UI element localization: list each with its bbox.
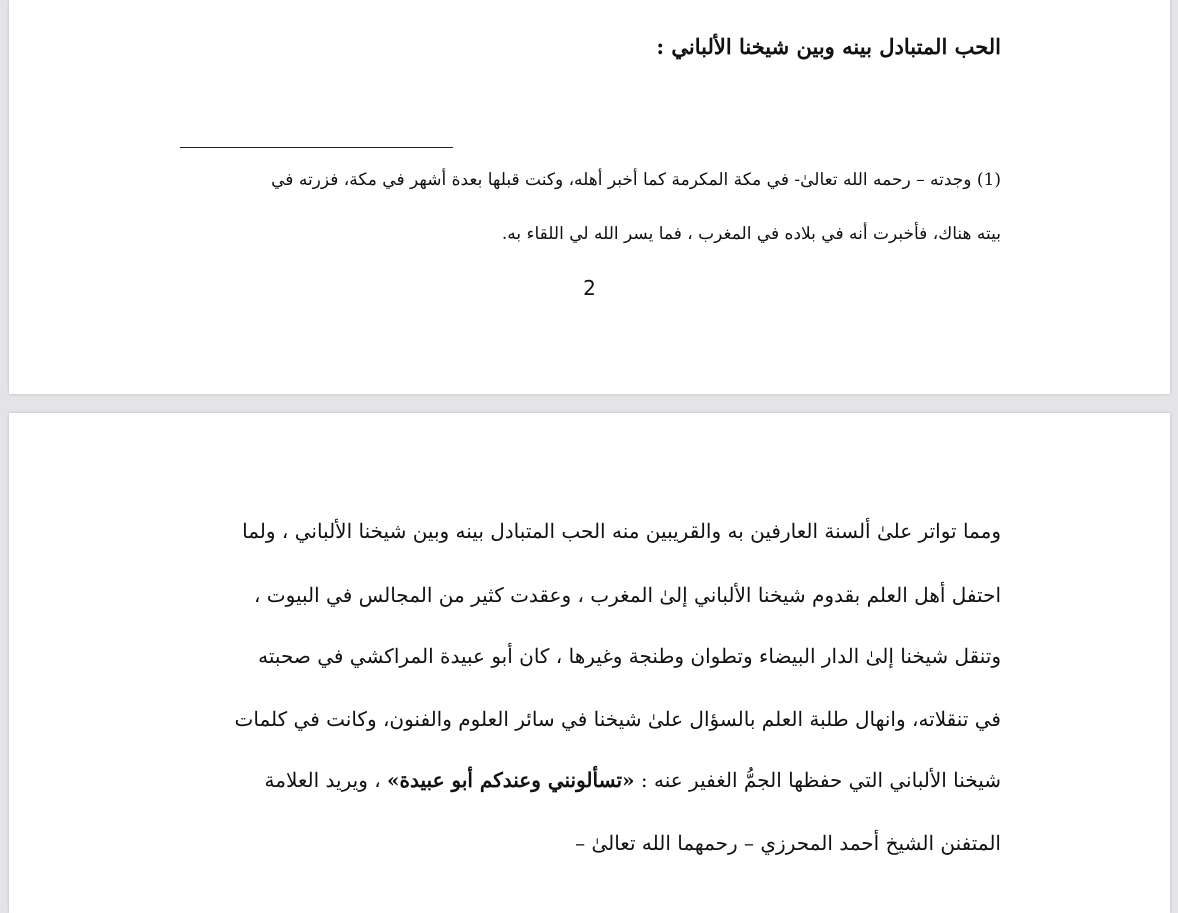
section-heading: الحب المتبادل بينه وبين شيخنا الألباني : [656, 34, 1001, 59]
body-text-segment: شيخنا الألباني التي حفظها الجمُّ الغفير عنه : [634, 768, 1001, 792]
footnote-line: بيته هناك، فأخبرت أنه في بلاده في المغرب ، فما يسر الله لي اللقاء به. [501, 224, 1001, 244]
body-text-line: في تنقلاته، وانهال طلبة العلم بالسؤال علىٰ شيخنا في سائر العلوم والفنون، وكانت في كلمات [234, 707, 1001, 731]
document-page-top [9, 0, 1170, 394]
body-text-line: المتفنن الشيخ أحمد المحرزي – رحمهما الله تعالىٰ – [575, 831, 1001, 855]
footnote-separator [180, 147, 453, 148]
body-text-line: ومما تواتر علىٰ ألسنة العارفين به والقريبين منه الحب المتبادل بينه وبين شيخنا الألباني ، ولما [242, 519, 1001, 543]
footnote-line: (1) وجدته – رحمه الله تعالىٰ- في مكة المكرمة كما أخبر أهله، وكنت قبلها بعدة أشهر في مكة، فزرته في [271, 170, 1001, 190]
body-text-line: احتفل أهل العلم بقدوم شيخنا الألباني إلىٰ المغرب ، وعقدت كثير من المجالس في البيوت ، [253, 583, 1001, 607]
body-text-line [265, 768, 1001, 792]
bold-quote: «تسألونني وعندكم أبو عبيدة» [387, 768, 635, 792]
body-text-segment: ، ويريد العلامة [264, 768, 388, 792]
page-number: 2 [583, 276, 596, 300]
body-text-line: وتنقل شيخنا إلىٰ الدار البيضاء وتطوان وطنجة وغيرها ، كان أبو عبيدة المراكشي في صحبته [258, 644, 1001, 668]
document-page-bottom [9, 413, 1170, 913]
